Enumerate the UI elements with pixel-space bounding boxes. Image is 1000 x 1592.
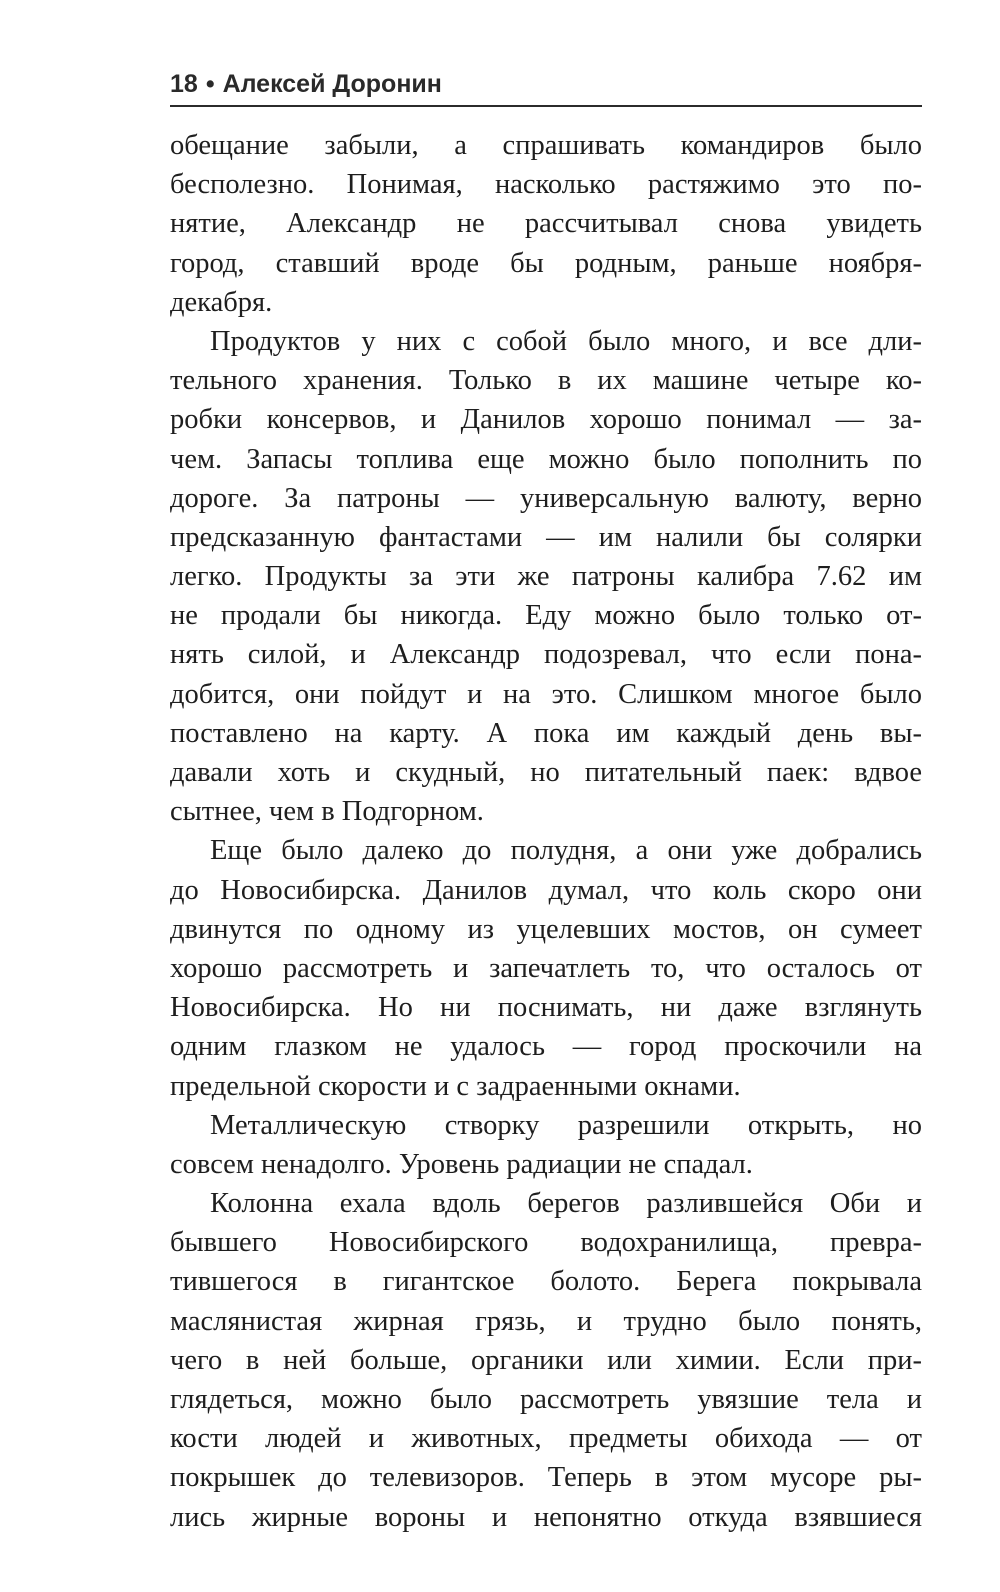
page-number: 18 [170, 70, 198, 98]
text-line: Металлическую створку разрешили открыть, но [210, 1109, 922, 1141]
running-head [170, 64, 920, 104]
author-name: Алексей Доронин [222, 70, 442, 98]
paragraph [170, 1106, 922, 1184]
text-line: глядеться, можно было рассмотреть увязшие тела и [170, 1384, 922, 1415]
text-line: одним глазком не удалось — город проскочили на [170, 1031, 922, 1063]
text-line: тившегося в гигантское болото. Берега покрывала [170, 1266, 922, 1298]
paragraph [170, 322, 922, 831]
text-line: тельного хранения. Только в их машине четыре ко- [170, 365, 922, 397]
text-line: предсказанную фантастами — им налили бы солярки [170, 521, 922, 553]
text-line: до Новосибирска. Данилов думал, что коль скоро они [170, 874, 922, 906]
text-line: робки консервов, и Данилов хорошо понимал — за- [170, 404, 922, 436]
text-line: кости людей и животных, предметы обихода — от [170, 1423, 922, 1455]
text-line: Новосибирска. Но ни поснимать, ни даже взглянуть [170, 992, 922, 1024]
text-line: Продуктов у них с собой было много, и все дли- [210, 325, 922, 357]
text-line: двинутся по одному из уцелевших мостов, он сумеет [170, 913, 922, 945]
text-line: давали хоть и скудный, но питательный паек: вдвое [170, 757, 922, 788]
body-text [170, 126, 922, 1537]
text-line: нятие, Александр не рассчитывал снова увидеть [170, 208, 922, 240]
text-line: декабря. [170, 286, 273, 318]
text-line: Еще было далеко до полудня, а они уже добрались [210, 835, 922, 867]
text-line: чем. Запасы топлива еще можно было пополнить по [170, 443, 922, 475]
text-line: не продали бы никогда. Еду можно было только от- [170, 600, 922, 632]
text-line: маслянистая жирная грязь, и трудно было понять, [170, 1305, 922, 1337]
text-line: бывшего Новосибирского водохранилища, превра- [170, 1227, 922, 1259]
paragraph [170, 831, 922, 1105]
text-line: Колонна ехала вдоль берегов разлившейся Оби и [210, 1188, 922, 1220]
paragraph [170, 126, 922, 322]
paragraph [170, 1184, 922, 1537]
text-line: совсем ненадолго. Уровень радиации не спадал. [170, 1148, 753, 1180]
text-line: покрышек до телевизоров. Теперь в этом мусоре ры- [170, 1462, 922, 1494]
text-line: нять силой, и Александр подозревал, что если пона- [170, 639, 922, 671]
header-rule [170, 105, 922, 107]
text-line: добится, они пойдут и на это. Слишком многое было [170, 678, 922, 710]
text-line: город, ставший вроде бы родным, раньше ноября- [170, 247, 922, 279]
text-line: дороге. За патроны — универсальную валюту, верно [170, 482, 922, 514]
text-line: чего в ней больше, органики или химии. Если при- [170, 1344, 922, 1376]
text-line: сытнее, чем в Подгорном. [170, 796, 484, 828]
header-separator: • [205, 70, 215, 98]
text-line: предельной скорости и с задраенными окнами. [170, 1070, 741, 1102]
text-line: бесполезно. Понимая, насколько растяжимо это по- [170, 169, 922, 201]
text-line: обещание забыли, а спрашивать командиров было [170, 130, 922, 161]
text-line: лись жирные вороны и непонятно откуда взявшиеся [170, 1501, 922, 1533]
text-line: поставлено на карту. А пока им каждый день вы- [170, 717, 922, 749]
text-line: легко. Продукты за эти же патроны калибра 7.62 им [170, 561, 922, 593]
text-line: хорошо рассмотреть и запечатлеть то, что осталось от [170, 952, 922, 984]
